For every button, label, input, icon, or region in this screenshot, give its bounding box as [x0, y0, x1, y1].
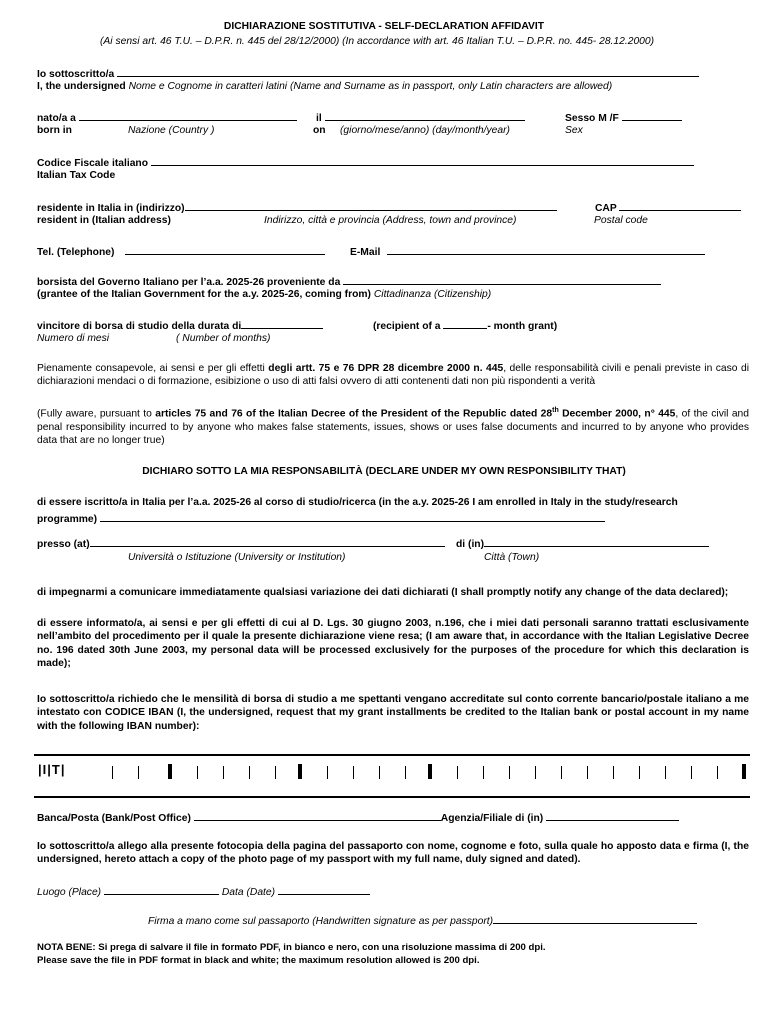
- residence-hint: Indirizzo, città e provincia (Address, town and province): [264, 215, 517, 226]
- birth-place-hint: Nazione (Country ): [128, 125, 215, 136]
- grantee-label-en: (grantee of the Italian Government for the a.y. 2025-26, coming from): [37, 289, 371, 300]
- grant-duration-label-en-a: (recipient of a: [373, 321, 441, 332]
- origin-country-field[interactable]: [343, 274, 661, 285]
- iban-separator: [405, 766, 406, 779]
- months-hint-en: ( Number of months): [176, 333, 271, 344]
- grant-months-field[interactable]: [443, 318, 487, 329]
- iban-separator: [665, 766, 666, 779]
- tax-code-label: Codice Fiscale italiano: [37, 158, 149, 169]
- birth-date-field[interactable]: [325, 110, 525, 121]
- passport-statement: Io sottoscritto/a allego alla presente fotocopia della pagina del passaporto con nome, cognome e foto, sulla quale ho apposto data e firma (I, the undersigned, hereto attach a copy of the photo page of my passport with my full name, duly signed and dated).: [37, 841, 749, 866]
- telephone-label: Tel. (Telephone): [37, 247, 115, 258]
- privacy-statement: di essere informato/a, ai sensi e per gli effetti di cui al D. Lgs. 30 giugno 2003, n.196, che i miei dati personali saranno trattati esclusivamente nell’ambito del procedimento per il quale la presente dichiarazione viene resa; (I am aware that, in accordance with the Italian Legislative Decree no. 196 dated 30th June 2003, my personal data will be processed exclusively for the purposes of the procedure for which this declaration is made);: [37, 618, 749, 670]
- iban-separator: [561, 766, 562, 779]
- sex-label: Sesso M /F: [565, 113, 619, 124]
- cap-field[interactable]: [619, 200, 741, 211]
- iban-request: Io sottoscritto/a richiedo che le mensilità di borsa di studio a me spettanti vengano accreditate sul conto corrente bancario/postale italiano a me intestato con CODICE IBAN (I, the undersigned, request that my grant installments be credited to the Italian bank or postal account in my name with the following IBAN number):: [37, 694, 749, 732]
- citizenship-hint: Cittadinanza (Citizenship): [373, 289, 492, 300]
- tax-code-field[interactable]: [151, 155, 694, 166]
- signature-field[interactable]: [493, 913, 697, 924]
- iban-separator: [168, 764, 172, 779]
- iban-separator: [587, 766, 588, 779]
- residence-field[interactable]: [185, 200, 557, 211]
- city-label: di (in): [456, 539, 485, 550]
- birth-place-label-en: born in: [37, 125, 72, 136]
- iban-separator: [639, 766, 640, 779]
- grantee-label: borsista del Governo Italiano per l’a.a. 2025-26 proveniente da: [37, 277, 341, 288]
- bank-field[interactable]: [194, 810, 441, 821]
- birth-date-label: il: [316, 113, 322, 124]
- signature-label: Firma a mano come sul passaporto (Handwritten signature as per passport): [148, 916, 494, 927]
- institution-hint: Università o Istituzione (University or Institution): [128, 552, 346, 563]
- iban-separator: [535, 766, 536, 779]
- iban-separator: [138, 766, 139, 779]
- iban-separator: [275, 766, 276, 779]
- iban-separator: [483, 766, 484, 779]
- months-hint-it: Numero di mesi: [37, 333, 110, 344]
- undersigned-label: Io sottoscritto/a: [37, 69, 115, 80]
- iban-separator: [298, 764, 302, 779]
- document-subtitle: (Ai sensi art. 46 T.U. – D.P.R. n. 445 del 28/12/2000) (In accordance with art. 46 Italian T.U. – D.P.R. no. 445- 28.12.2000): [100, 36, 655, 47]
- branch-label: Agenzia/Filiale di (in): [440, 813, 544, 824]
- full-name-field[interactable]: [117, 66, 699, 77]
- tax-code-label-en: Italian Tax Code: [37, 170, 116, 181]
- iban-separator: [428, 764, 432, 779]
- sex-label-en: Sex: [565, 125, 583, 136]
- birth-place-field[interactable]: [79, 110, 297, 121]
- grant-duration-field[interactable]: [241, 318, 323, 329]
- awareness-it: Pienamente consapevole, ai sensi e per gli effetti degli artt. 75 e 76 DPR 28 dicembre 2000 n. 445, delle responsabilità civili e penali previste in caso di dichiarazioni mendaci o di formazione, esibizione o uso di atti falsi ovvero di atti contenenti dati non più rispondenti a verità: [37, 363, 750, 388]
- iban-separator: [223, 766, 224, 779]
- grant-duration-label-en-b: - month grant): [487, 321, 558, 332]
- branch-field[interactable]: [546, 810, 679, 821]
- institution-label: presso (at): [37, 539, 90, 550]
- iban-field[interactable]: [34, 754, 750, 798]
- iban-separator: [717, 766, 718, 779]
- residence-label: residente in Italia in (indirizzo): [37, 203, 185, 214]
- iban-separator: [691, 766, 692, 779]
- date-field[interactable]: [278, 884, 370, 895]
- awareness-en: (Fully aware, pursuant to articles 75 and 76 of the Italian Decree of the President of the Republic dated 28th December 2000, n° 445, of the civil and penal responsibility incurred to by anyone who makes false statements, issues, shows or uses false documents and incurred to by anyone who provides data that are no longer true): [37, 407, 750, 447]
- note-it: NOTA BENE: Si prega di salvare il file in formato PDF, in bianco e nero, con una risoluzione massima di 200 dpi.: [37, 942, 546, 953]
- full-name-hint: Nome e Cognome in caratteri latini (Name and Surname as in passport, only Latin characters are allowed): [128, 81, 613, 92]
- programme-field[interactable]: [100, 511, 605, 522]
- programme-label: programme): [37, 514, 98, 525]
- grant-duration-label: vincitore di borsa di studio della durata di: [37, 321, 242, 332]
- iban-separator: [197, 766, 198, 779]
- iban-separator: [379, 766, 380, 779]
- institution-field[interactable]: [90, 536, 445, 547]
- enrolment-line: di essere iscritto/a in Italia per l’a.a. 2025-26 al corso di studio/ricerca (in the a.y. 2025-26 I am enrolled in Italy in the study/research: [37, 497, 678, 508]
- email-label: E-Mail: [350, 247, 381, 258]
- bank-label: Banca/Posta (Bank/Post Office): [37, 813, 191, 824]
- iban-separator: [509, 766, 510, 779]
- date-label: Data (Date): [221, 887, 276, 898]
- iban-separator: [353, 766, 354, 779]
- city-hint: Città (Town): [484, 552, 540, 563]
- place-label: Luogo (Place): [37, 887, 102, 898]
- document-title: DICHIARAZIONE SOSTITUTIVA - SELF-DECLARATION AFFIDAVIT: [223, 21, 545, 32]
- iban-separator: [112, 766, 113, 779]
- residence-label-en: resident in (Italian address): [37, 215, 171, 226]
- sex-field[interactable]: [622, 110, 682, 121]
- iban-separator: [613, 766, 614, 779]
- undersigned-label-en: I, the undersigned: [37, 81, 126, 92]
- telephone-field[interactable]: [125, 244, 325, 255]
- email-field[interactable]: [387, 244, 705, 255]
- birth-date-hint: (giorno/mese/anno) (day/month/year): [340, 125, 510, 136]
- birth-place-label: nato/a a: [37, 113, 76, 124]
- birth-date-label-en: on: [313, 125, 326, 136]
- notify-commitment: di impegnarmi a comunicare immediatamente qualsiasi variazione dei dati dichiarati (I shall promptly notify any change of the data declared);: [37, 587, 729, 598]
- city-field[interactable]: [484, 536, 709, 547]
- note-en: Please save the file in PDF format in black and white; the maximum resolution allowed is 200 dpi.: [37, 955, 480, 966]
- place-field[interactable]: [104, 884, 219, 895]
- iban-separator: [249, 766, 250, 779]
- iban-separator: [327, 766, 328, 779]
- iban-separator: [742, 764, 746, 779]
- cap-label-en: Postal code: [594, 215, 648, 226]
- declare-heading: DICHIARO SOTTO LA MIA RESPONSABILITÀ (DECLARE UNDER MY OWN RESPONSIBILITY THAT): [142, 466, 626, 477]
- iban-prefix: |I|T|: [38, 762, 66, 777]
- cap-label: CAP: [595, 203, 617, 214]
- iban-separator: [457, 766, 458, 779]
